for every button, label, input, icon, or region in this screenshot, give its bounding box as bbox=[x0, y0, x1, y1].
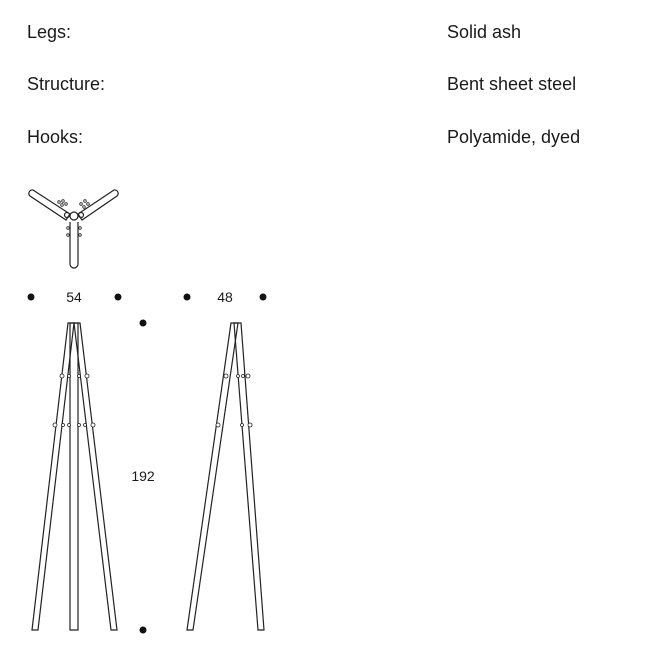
side-depth-marker-left bbox=[184, 294, 191, 301]
height-label: 192 bbox=[131, 468, 155, 484]
top-view-diagram bbox=[29, 190, 118, 268]
spec-value-legs: Solid ash bbox=[447, 22, 522, 42]
front-view-center-leg bbox=[70, 323, 78, 630]
front-width-marker-right bbox=[115, 294, 122, 301]
top-view-left-arm bbox=[29, 190, 70, 220]
front-width-dimension bbox=[28, 289, 122, 305]
top-view-bottom-arm bbox=[70, 222, 78, 268]
front-view-left-leg bbox=[32, 323, 74, 630]
side-view-diagram bbox=[187, 323, 264, 630]
side-depth-label: 48 bbox=[217, 289, 233, 305]
front-width-label: 54 bbox=[66, 289, 82, 305]
front-view-diagram bbox=[32, 323, 117, 630]
spec-label-legs: Legs: bbox=[27, 22, 72, 42]
spec-label-structure: Structure: bbox=[27, 74, 106, 94]
spec-value-hooks: Polyamide, dyed bbox=[447, 127, 581, 147]
front-width-marker-left bbox=[28, 294, 35, 301]
side-view-front-leg bbox=[187, 323, 238, 630]
height-marker-top bbox=[140, 320, 147, 327]
height-marker-bottom bbox=[140, 627, 147, 634]
side-view-rear-leg bbox=[234, 323, 264, 630]
side-depth-dimension bbox=[184, 289, 267, 305]
height-dimension bbox=[131, 320, 155, 634]
top-view-hub bbox=[70, 212, 78, 220]
spec-label-hooks: Hooks: bbox=[27, 127, 84, 147]
side-depth-marker-right bbox=[260, 294, 267, 301]
spec-value-structure: Bent sheet steel bbox=[447, 74, 577, 94]
front-view-right-leg bbox=[74, 323, 117, 630]
